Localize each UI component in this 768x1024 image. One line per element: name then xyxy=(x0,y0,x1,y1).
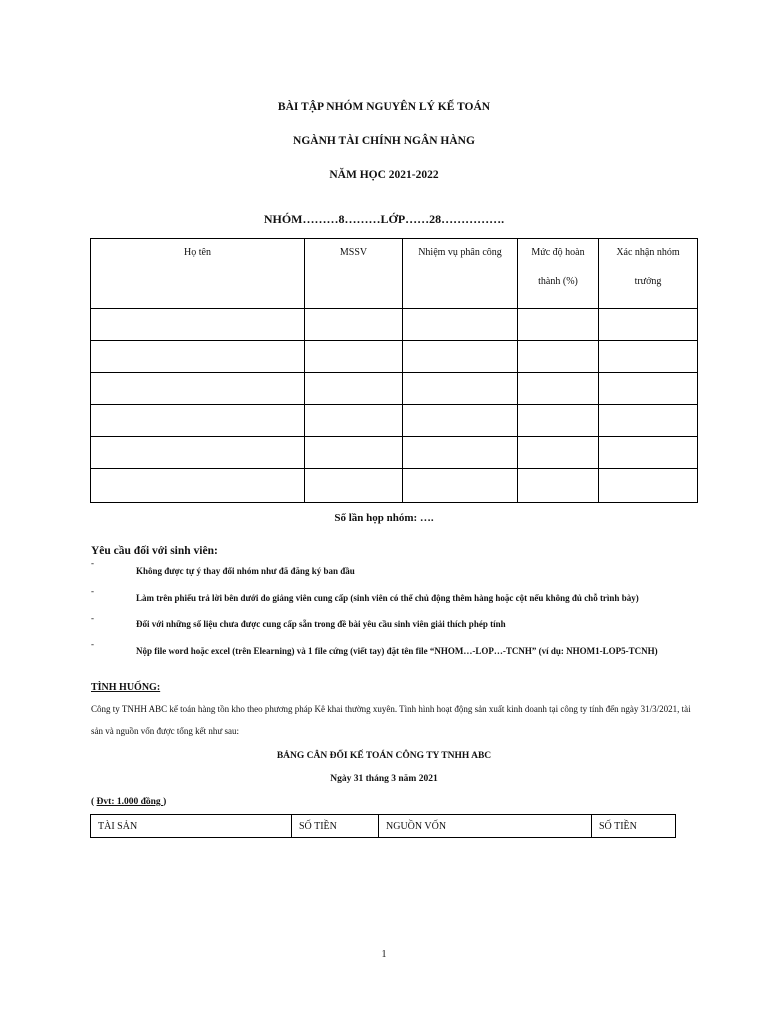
requirement-item: Nộp file word hoặc excel (trên Elearning) và 1 file cứng (viết tay) đặt tên file “NHOM…-LOP…-TCNH” (ví dụ: NHOM1-LOP5-TCNH) xyxy=(136,646,658,656)
cell-task[interactable] xyxy=(403,341,518,373)
cell-name[interactable] xyxy=(91,469,305,503)
group-class-line: NHÓM………8………LỚP……28……………. xyxy=(263,212,505,226)
cell-completion[interactable] xyxy=(518,437,599,469)
table-row xyxy=(91,405,698,437)
header-mssv: MSSV xyxy=(305,239,403,309)
member-table xyxy=(90,238,698,503)
cell-confirm[interactable] xyxy=(599,309,698,341)
cell-task[interactable] xyxy=(403,373,518,405)
page-number: 1 xyxy=(381,949,387,960)
balance-sheet-title: BẢNG CÂN ĐỐI KẾ TOÁN CÔNG TY TNHH ABC xyxy=(276,751,492,761)
cell-completion[interactable] xyxy=(518,469,599,503)
header-leader-confirm: Xác nhận nhóm trưởng xyxy=(599,239,698,309)
balance-sheet-table xyxy=(90,814,676,838)
unit-note xyxy=(91,797,166,807)
balance-sheet-header xyxy=(91,815,676,838)
table-row xyxy=(91,437,698,469)
cell-mssv[interactable] xyxy=(305,469,403,503)
requirement-item: Không được tự ý thay đổi nhóm như đã đăng ký ban đầu xyxy=(136,566,355,576)
unit-note-label: Đvt: 1.000 đồng xyxy=(96,797,164,807)
cell-task[interactable] xyxy=(403,405,518,437)
header-amount: SỐ TIỀN xyxy=(292,815,379,838)
header-amount: SỐ TIỀN xyxy=(592,815,676,838)
balance-sheet-date: Ngày 31 tháng 3 năm 2021 xyxy=(330,774,438,784)
unit-note-open: ( xyxy=(91,797,97,807)
bullet-dash: - xyxy=(91,613,94,623)
cell-name[interactable] xyxy=(91,437,305,469)
cell-completion[interactable] xyxy=(518,341,599,373)
cell-name[interactable] xyxy=(91,309,305,341)
cell-name[interactable] xyxy=(91,405,305,437)
cell-confirm[interactable] xyxy=(599,469,698,503)
cell-confirm[interactable] xyxy=(599,405,698,437)
header-name: Họ tên xyxy=(91,239,305,309)
cell-task[interactable] xyxy=(403,437,518,469)
unit-note-close: ) xyxy=(163,797,167,807)
table-row xyxy=(91,373,698,405)
cell-completion[interactable] xyxy=(518,373,599,405)
table-row xyxy=(91,469,698,503)
member-table-header xyxy=(91,239,698,309)
bullet-dash: - xyxy=(91,586,94,596)
school-year: NĂM HỌC 2021-2022 xyxy=(329,169,439,181)
situation-text-line1: Công ty TNHH ABC kế toán hàng tồn kho theo phương pháp Kê khai thường xuyên. Tình hình hoạt động sản xuất kinh doanh tại công ty tính đến ngày 31/3/2021, tài xyxy=(91,704,691,714)
table-row xyxy=(91,309,698,341)
cell-confirm[interactable] xyxy=(599,437,698,469)
cell-mssv[interactable] xyxy=(305,437,403,469)
requirement-item: Làm trên phiếu trả lời bên dưới do giảng viên cung cấp (sinh viên có thể chủ động thêm hàng hoặc cột nếu không đủ chỗ trình bày) xyxy=(136,593,639,603)
cell-name[interactable] xyxy=(91,373,305,405)
cell-confirm[interactable] xyxy=(599,373,698,405)
requirement-item: Đối với những số liệu chưa được cung cấp sẵn trong đề bài yêu cầu sinh viên giải thích phép tính xyxy=(136,619,506,629)
cell-completion[interactable] xyxy=(518,309,599,341)
table-row xyxy=(91,341,698,373)
bullet-dash: - xyxy=(91,639,94,649)
cell-completion[interactable] xyxy=(518,405,599,437)
department-title: NGÀNH TÀI CHÍNH NGÂN HÀNG xyxy=(293,135,475,147)
cell-mssv[interactable] xyxy=(305,309,403,341)
header-assets: TÀI SẢN xyxy=(91,815,292,838)
cell-confirm[interactable] xyxy=(599,341,698,373)
cell-task[interactable] xyxy=(403,309,518,341)
cell-name[interactable] xyxy=(91,341,305,373)
requirements-heading: Yêu cầu đối với sinh viên: xyxy=(91,545,218,557)
header-capital-sources: NGUỒN VỐN xyxy=(379,815,592,838)
bullet-dash: - xyxy=(91,558,94,568)
meeting-count: Số lần họp nhóm: …. xyxy=(334,512,434,524)
cell-mssv[interactable] xyxy=(305,341,403,373)
cell-mssv[interactable] xyxy=(305,373,403,405)
situation-text-line2: sản và nguồn vốn được tổng kết như sau: xyxy=(91,726,239,736)
document-title: BÀI TẬP NHÓM NGUYÊN LÝ KẾ TOÁN xyxy=(277,101,491,113)
header-task: Nhiệm vụ phân công xyxy=(403,239,518,309)
header-completion: Mức độ hoàn thành (%) xyxy=(518,239,599,309)
situation-heading: TÌNH HUỐNG: xyxy=(91,682,161,693)
cell-task[interactable] xyxy=(403,469,518,503)
cell-mssv[interactable] xyxy=(305,405,403,437)
